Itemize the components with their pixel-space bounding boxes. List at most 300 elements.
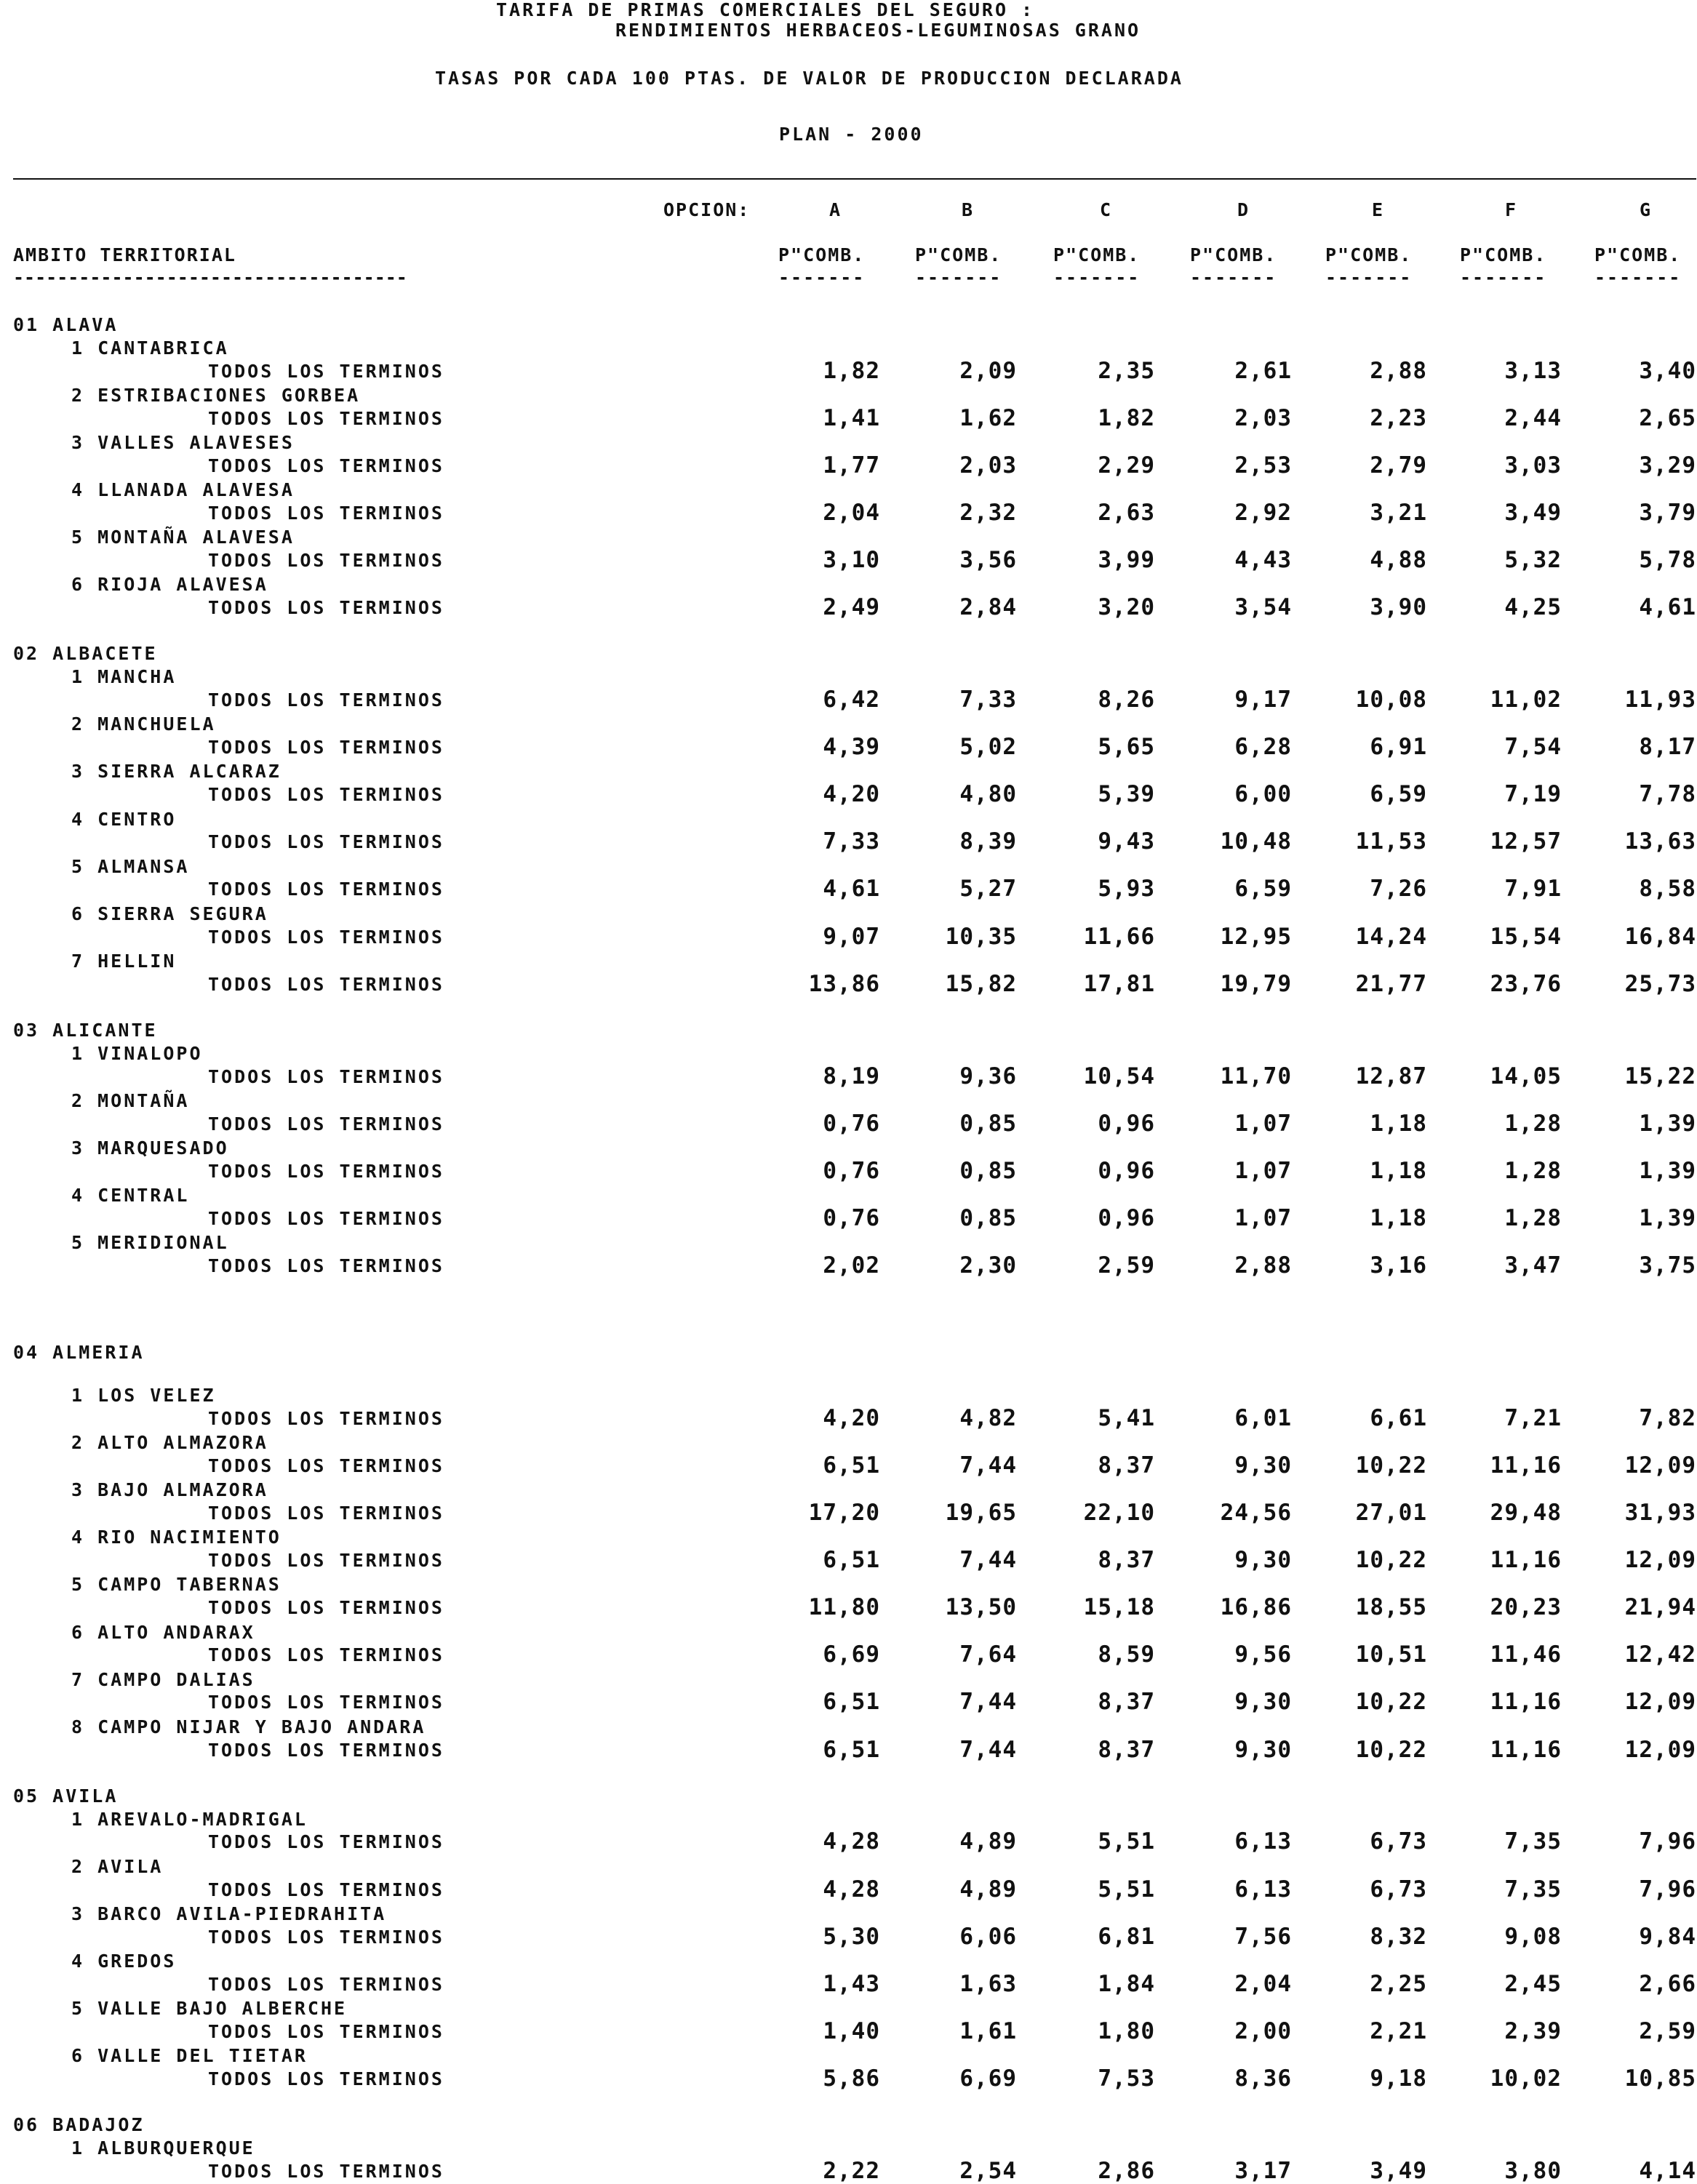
comarca-name: 6 ALTO ANDARAX [71, 1621, 255, 1643]
subheader-underline-d: ------- [1190, 267, 1277, 288]
rate-value: 0,96 [1098, 1110, 1155, 1137]
rate-value: 1,39 [1639, 1110, 1696, 1137]
rate-value: 12,95 [1220, 923, 1292, 950]
rate-value: 11,70 [1220, 1063, 1292, 1089]
rate-value: 17,81 [1083, 970, 1155, 997]
rate-value: 4,43 [1234, 547, 1292, 573]
comarca-name: 5 VALLE BAJO ALBERCHE [71, 1998, 348, 2019]
comarca-name: 4 GREDOS [71, 1950, 177, 1972]
rate-value: 12,09 [1624, 1736, 1696, 1763]
rate-value: 10,22 [1355, 1547, 1427, 1574]
rate-value: 2,84 [959, 594, 1017, 621]
term-label: TODOS LOS TERMINOS [208, 1160, 444, 1182]
rate-value: 7,54 [1504, 734, 1562, 761]
ambito-label: AMBITO TERRITORIAL [13, 244, 236, 265]
rate-value: 5,30 [823, 1923, 880, 1950]
term-label: TODOS LOS TERMINOS [208, 597, 444, 619]
rate-value: 6,01 [1234, 1404, 1292, 1431]
rate-value: 3,40 [1639, 357, 1696, 384]
option-d: D [1237, 199, 1250, 220]
rate-value: 8,26 [1098, 687, 1155, 713]
rate-value: 2,63 [1098, 499, 1155, 526]
rate-value: 6,59 [1234, 876, 1292, 903]
rate-value: 1,82 [823, 357, 880, 384]
rate-value: 2,32 [959, 499, 1017, 526]
subheader-underline-g: ------- [1594, 267, 1682, 288]
rate-value: 6,28 [1234, 734, 1292, 761]
term-label: TODOS LOS TERMINOS [208, 1973, 444, 1995]
rate-value: 2,22 [823, 2157, 880, 2184]
term-label: TODOS LOS TERMINOS [208, 1879, 444, 1900]
province-name: 05 AVILA [13, 1785, 119, 1807]
subheader-underline-b: ------- [915, 267, 1002, 288]
rate-value: 2,04 [1234, 1970, 1292, 1997]
term-label: TODOS LOS TERMINOS [208, 2160, 444, 2182]
rate-value: 10,35 [945, 923, 1017, 950]
rate-value: 4,39 [823, 734, 880, 761]
rate-value: 3,56 [959, 547, 1017, 573]
rate-value: 12,09 [1624, 1547, 1696, 1574]
rate-value: 29,48 [1490, 1500, 1562, 1526]
rate-value: 2,03 [1234, 404, 1292, 431]
rate-value: 5,93 [1098, 876, 1155, 903]
rate-value: 7,91 [1504, 876, 1562, 903]
rate-value: 24,56 [1220, 1500, 1292, 1526]
comarca-name: 1 AREVALO-MADRIGAL [71, 1808, 308, 1830]
ambito-underline: ------------------------------------ [13, 267, 407, 288]
comarca-name: 1 ALBURQUERQUE [71, 2137, 255, 2159]
comarca-name: 3 VALLES ALAVESES [71, 432, 295, 453]
term-label: TODOS LOS TERMINOS [208, 1455, 444, 1476]
term-label: TODOS LOS TERMINOS [208, 455, 444, 476]
province-name: 02 ALBACETE [13, 643, 158, 665]
rate-value: 4,88 [1370, 547, 1427, 573]
rate-value: 17,20 [808, 1500, 880, 1526]
rate-value: 3,49 [1504, 499, 1562, 526]
rate-value: 4,28 [823, 1876, 880, 1903]
comarca-name: 7 HELLIN [71, 950, 177, 972]
rate-value: 16,86 [1220, 1594, 1292, 1621]
subheader-d: P"COMB. [1190, 244, 1277, 265]
rate-value: 2,23 [1370, 404, 1427, 431]
rate-value: 2,03 [959, 452, 1017, 479]
rate-value: 1,39 [1639, 1157, 1696, 1184]
rate-value: 9,30 [1234, 1689, 1292, 1716]
comarca-name: 5 ALMANSA [71, 855, 190, 877]
rate-value: 3,17 [1234, 2157, 1292, 2184]
rate-value: 2,49 [823, 594, 880, 621]
rate-value: 11,16 [1490, 1736, 1562, 1763]
rate-value: 7,82 [1639, 1404, 1696, 1431]
term-label: TODOS LOS TERMINOS [208, 926, 444, 948]
rate-value: 1,43 [823, 1970, 880, 1997]
rate-value: 3,79 [1639, 499, 1696, 526]
rate-value: 10,85 [1624, 2065, 1696, 2092]
rate-value: 3,75 [1639, 1252, 1696, 1279]
rate-value: 1,18 [1370, 1157, 1427, 1184]
rate-value: 6,69 [959, 2065, 1017, 2092]
rate-value: 7,35 [1504, 1828, 1562, 1855]
rate-value: 3,20 [1098, 594, 1155, 621]
rate-value: 14,05 [1490, 1063, 1562, 1089]
term-label: TODOS LOS TERMINOS [208, 407, 444, 429]
rate-value: 6,42 [823, 687, 880, 713]
rate-value: 0,96 [1098, 1157, 1155, 1184]
rate-value: 9,30 [1234, 1452, 1292, 1479]
rate-value: 2,86 [1098, 2157, 1155, 2184]
comarca-name: 6 VALLE DEL TIETAR [71, 2045, 308, 2067]
rate-value: 7,56 [1234, 1923, 1292, 1950]
rate-value: 8,37 [1098, 1736, 1155, 1763]
rate-value: 3,80 [1504, 2157, 1562, 2184]
rate-value: 21,94 [1624, 1594, 1696, 1621]
rate-value: 31,93 [1624, 1500, 1696, 1526]
rate-value: 1,07 [1234, 1110, 1292, 1137]
term-label: TODOS LOS TERMINOS [208, 502, 444, 524]
subheader-b: P"COMB. [915, 244, 1002, 265]
subheader-e: P"COMB. [1325, 244, 1413, 265]
rate-value: 9,08 [1504, 1923, 1562, 1950]
rate-value: 4,80 [959, 781, 1017, 808]
term-label: TODOS LOS TERMINOS [208, 1503, 444, 1524]
rate-value: 4,20 [823, 1404, 880, 1431]
rate-value: 2,45 [1504, 1970, 1562, 1997]
rate-value: 0,76 [823, 1110, 880, 1137]
term-label: TODOS LOS TERMINOS [208, 784, 444, 806]
rate-value: 2,00 [1234, 2017, 1292, 2044]
rate-value: 2,25 [1370, 1970, 1427, 1997]
rate-value: 9,43 [1098, 828, 1155, 855]
rate-value: 3,29 [1639, 452, 1696, 479]
rate-value: 7,33 [823, 828, 880, 855]
rate-value: 1,62 [959, 404, 1017, 431]
rate-value: 5,02 [959, 734, 1017, 761]
rate-value: 8,37 [1098, 1452, 1155, 1479]
rate-value: 18,55 [1355, 1594, 1427, 1621]
rate-value: 4,28 [823, 1828, 880, 1855]
rate-value: 11,80 [808, 1594, 880, 1621]
subtitle: TASAS POR CADA 100 PTAS. DE VALOR DE PRODUCCION DECLARADA [435, 68, 1183, 89]
subheader-underline-c: ------- [1053, 267, 1141, 288]
rate-value: 7,53 [1098, 2065, 1155, 2092]
rate-value: 15,18 [1083, 1594, 1155, 1621]
rate-value: 6,13 [1234, 1828, 1292, 1855]
rate-value: 4,61 [1639, 594, 1696, 621]
rate-value: 2,65 [1639, 404, 1696, 431]
rate-value: 7,21 [1504, 1404, 1562, 1431]
rate-value: 7,35 [1504, 1876, 1562, 1903]
subheader-underline-e: ------- [1325, 267, 1413, 288]
rate-value: 1,41 [823, 404, 880, 431]
rate-value: 10,08 [1355, 687, 1427, 713]
rate-value: 7,44 [959, 1736, 1017, 1763]
rate-value: 5,51 [1098, 1876, 1155, 1903]
term-label: TODOS LOS TERMINOS [208, 879, 444, 900]
term-label: TODOS LOS TERMINOS [208, 1550, 444, 1572]
rate-value: 2,54 [959, 2157, 1017, 2184]
subheader-underline-a: ------- [778, 267, 866, 288]
rate-value: 9,56 [1234, 1641, 1292, 1668]
rate-value: 5,86 [823, 2065, 880, 2092]
rate-value: 6,81 [1098, 1923, 1155, 1950]
rate-value: 5,27 [959, 876, 1017, 903]
rate-value: 0,96 [1098, 1204, 1155, 1231]
comarca-name: 1 CANTABRICA [71, 337, 229, 359]
rate-value: 11,46 [1490, 1641, 1562, 1668]
comarca-name: 5 MERIDIONAL [71, 1232, 229, 1254]
rate-value: 5,41 [1098, 1404, 1155, 1431]
rate-value: 10,22 [1355, 1689, 1427, 1716]
rate-value: 27,01 [1355, 1500, 1427, 1526]
option-label: OPCION: [663, 199, 751, 220]
province-name: 06 BADAJOZ [13, 2114, 145, 2136]
rate-value: 1,84 [1098, 1970, 1155, 1997]
comarca-name: 3 BAJO ALMAZORA [71, 1479, 268, 1501]
option-a: A [829, 199, 842, 220]
subheader-underline-f: ------- [1460, 267, 1547, 288]
rate-value: 7,26 [1370, 876, 1427, 903]
term-label: TODOS LOS TERMINOS [208, 1739, 444, 1761]
rate-value: 6,51 [823, 1736, 880, 1763]
province-name: 03 ALICANTE [13, 1019, 158, 1041]
rate-value: 1,18 [1370, 1110, 1427, 1137]
option-c: C [1100, 199, 1113, 220]
rate-value: 10,22 [1355, 1736, 1427, 1763]
rate-value: 2,92 [1234, 499, 1292, 526]
rate-value: 5,65 [1098, 734, 1155, 761]
rate-value: 1,39 [1639, 1204, 1696, 1231]
rate-value: 13,50 [945, 1594, 1017, 1621]
term-label: TODOS LOS TERMINOS [208, 2020, 444, 2042]
rate-value: 1,28 [1504, 1204, 1562, 1231]
option-e: E [1372, 199, 1385, 220]
rate-value: 7,78 [1639, 781, 1696, 808]
term-label: TODOS LOS TERMINOS [208, 1692, 444, 1713]
rate-value: 6,51 [823, 1689, 880, 1716]
rate-value: 1,80 [1098, 2017, 1155, 2044]
rate-value: 6,51 [823, 1452, 880, 1479]
rate-value: 1,40 [823, 2017, 880, 2044]
rate-value: 16,84 [1624, 923, 1696, 950]
rate-value: 4,20 [823, 781, 880, 808]
rate-value: 6,13 [1234, 1876, 1292, 1903]
term-label: TODOS LOS TERMINOS [208, 1207, 444, 1229]
rate-value: 10,51 [1355, 1641, 1427, 1668]
term-label: TODOS LOS TERMINOS [208, 1831, 444, 1853]
term-label: TODOS LOS TERMINOS [208, 550, 444, 571]
rate-value: 4,14 [1639, 2157, 1696, 2184]
rate-value: 8,19 [823, 1063, 880, 1089]
rate-value: 3,99 [1098, 547, 1155, 573]
rate-value: 4,89 [959, 1828, 1017, 1855]
rate-value: 8,37 [1098, 1689, 1155, 1716]
term-label: TODOS LOS TERMINOS [208, 1255, 444, 1276]
rate-value: 0,85 [959, 1157, 1017, 1184]
option-f: F [1505, 199, 1518, 220]
term-label: TODOS LOS TERMINOS [208, 1644, 444, 1666]
rate-value: 6,51 [823, 1547, 880, 1574]
comarca-name: 2 MANCHUELA [71, 713, 216, 735]
term-label: TODOS LOS TERMINOS [208, 1113, 444, 1135]
comarca-name: 2 MONTAÑA [71, 1089, 190, 1111]
rate-value: 7,33 [959, 687, 1017, 713]
rate-value: 3,21 [1370, 499, 1427, 526]
rate-value: 5,32 [1504, 547, 1562, 573]
rate-value: 6,91 [1370, 734, 1427, 761]
rate-value: 25,73 [1624, 970, 1696, 997]
rate-value: 3,54 [1234, 594, 1292, 621]
rate-value: 9,36 [959, 1063, 1017, 1089]
comarca-name: 5 CAMPO TABERNAS [71, 1574, 281, 1596]
rate-value: 2,79 [1370, 452, 1427, 479]
rate-value: 0,76 [823, 1157, 880, 1184]
rate-value: 10,54 [1083, 1063, 1155, 1089]
term-label: TODOS LOS TERMINOS [208, 737, 444, 759]
rate-value: 15,54 [1490, 923, 1562, 950]
term-label: TODOS LOS TERMINOS [208, 1407, 444, 1429]
rate-value: 1,07 [1234, 1157, 1292, 1184]
term-label: TODOS LOS TERMINOS [208, 973, 444, 995]
rate-value: 11,16 [1490, 1689, 1562, 1716]
rate-value: 11,66 [1083, 923, 1155, 950]
comarca-name: 3 SIERRA ALCARAZ [71, 761, 281, 783]
rate-value: 2,88 [1370, 357, 1427, 384]
rate-value: 7,44 [959, 1452, 1017, 1479]
rate-value: 22,10 [1083, 1500, 1155, 1526]
rate-value: 2,35 [1098, 357, 1155, 384]
comarca-name: 2 AVILA [71, 1855, 164, 1877]
rate-value: 3,03 [1504, 452, 1562, 479]
rate-value: 9,07 [823, 923, 880, 950]
title-line-2: RENDIMIENTOS HERBACEOS-LEGUMINOSAS GRANO [615, 20, 1141, 41]
rate-value: 8,39 [959, 828, 1017, 855]
rate-value: 6,69 [823, 1641, 880, 1668]
rate-value: 15,22 [1624, 1063, 1696, 1089]
rate-value: 23,76 [1490, 970, 1562, 997]
subheader-a: P"COMB. [778, 244, 866, 265]
rate-value: 12,87 [1355, 1063, 1427, 1089]
rate-value: 11,16 [1490, 1547, 1562, 1574]
rate-value: 5,51 [1098, 1828, 1155, 1855]
rate-value: 8,32 [1370, 1923, 1427, 1950]
rate-value: 1,82 [1098, 404, 1155, 431]
rate-value: 2,59 [1098, 1252, 1155, 1279]
rate-value: 12,09 [1624, 1689, 1696, 1716]
rate-value: 9,18 [1370, 2065, 1427, 2092]
rate-value: 2,21 [1370, 2017, 1427, 2044]
rate-value: 14,24 [1355, 923, 1427, 950]
rate-value: 7,96 [1639, 1876, 1696, 1903]
rate-value: 6,61 [1370, 1404, 1427, 1431]
rate-value: 2,66 [1639, 1970, 1696, 1997]
province-name: 04 ALMERIA [13, 1342, 145, 1364]
subheader-c: P"COMB. [1053, 244, 1141, 265]
rate-value: 11,93 [1624, 687, 1696, 713]
rate-value: 1,07 [1234, 1204, 1292, 1231]
rate-value: 7,44 [959, 1547, 1017, 1574]
rate-value: 6,59 [1370, 781, 1427, 808]
rate-value: 8,36 [1234, 2065, 1292, 2092]
rate-value: 2,44 [1504, 404, 1562, 431]
rate-value: 1,28 [1504, 1110, 1562, 1137]
rate-value: 8,58 [1639, 876, 1696, 903]
comarca-name: 1 LOS VELEZ [71, 1385, 216, 1406]
term-label: TODOS LOS TERMINOS [208, 2068, 444, 2089]
comarca-name: 3 MARQUESADO [71, 1137, 229, 1159]
option-g: G [1640, 199, 1653, 220]
term-label: TODOS LOS TERMINOS [208, 831, 444, 853]
province-name: 01 ALAVA [13, 314, 119, 335]
rate-value: 0,85 [959, 1110, 1017, 1137]
rate-value: 1,18 [1370, 1204, 1427, 1231]
rate-value: 4,61 [823, 876, 880, 903]
rate-value: 12,09 [1624, 1452, 1696, 1479]
plan-label: PLAN - 2000 [779, 124, 924, 145]
rate-value: 6,73 [1370, 1876, 1427, 1903]
comarca-name: 1 VINALOPO [71, 1042, 203, 1064]
rate-value: 9,84 [1639, 1923, 1696, 1950]
comarca-name: 4 CENTRO [71, 808, 177, 830]
comarca-name: 2 ALTO ALMAZORA [71, 1432, 268, 1454]
rate-value: 6,73 [1370, 1828, 1427, 1855]
rate-value: 9,17 [1234, 687, 1292, 713]
rate-value: 8,37 [1098, 1547, 1155, 1574]
rate-value: 2,30 [959, 1252, 1017, 1279]
rate-value: 7,64 [959, 1641, 1017, 1668]
rate-value: 10,48 [1220, 828, 1292, 855]
rate-value: 2,29 [1098, 452, 1155, 479]
comarca-name: 4 RIO NACIMIENTO [71, 1527, 281, 1548]
rate-value: 12,42 [1624, 1641, 1696, 1668]
option-b: B [962, 199, 975, 220]
rate-value: 3,47 [1504, 1252, 1562, 1279]
rate-value: 8,17 [1639, 734, 1696, 761]
comarca-name: 7 CAMPO DALIAS [71, 1668, 255, 1690]
term-label: TODOS LOS TERMINOS [208, 1926, 444, 1948]
rate-value: 12,57 [1490, 828, 1562, 855]
rate-value: 0,85 [959, 1204, 1017, 1231]
rate-value: 20,23 [1490, 1594, 1562, 1621]
rate-value: 1,63 [959, 1970, 1017, 1997]
rate-value: 2,61 [1234, 357, 1292, 384]
rate-value: 2,59 [1639, 2017, 1696, 2044]
rate-value: 2,39 [1504, 2017, 1562, 2044]
rate-value: 6,00 [1234, 781, 1292, 808]
rate-value: 6,06 [959, 1923, 1017, 1950]
rate-value: 13,86 [808, 970, 880, 997]
rate-value: 3,16 [1370, 1252, 1427, 1279]
rate-value: 19,79 [1220, 970, 1292, 997]
rate-value: 2,88 [1234, 1252, 1292, 1279]
rate-value: 9,30 [1234, 1736, 1292, 1763]
comarca-name: 8 CAMPO NIJAR Y BAJO ANDARA [71, 1716, 426, 1737]
comarca-name: 6 SIERRA SEGURA [71, 903, 268, 924]
comarca-name: 3 BARCO AVILA-PIEDRAHITA [71, 1903, 387, 1924]
rate-value: 4,82 [959, 1404, 1017, 1431]
rate-value: 1,28 [1504, 1157, 1562, 1184]
comarca-name: 4 LLANADA ALAVESA [71, 479, 295, 501]
comarca-name: 4 CENTRAL [71, 1185, 190, 1206]
rate-value: 3,10 [823, 547, 880, 573]
term-label: TODOS LOS TERMINOS [208, 1597, 444, 1619]
rate-value: 5,39 [1098, 781, 1155, 808]
rate-value: 2,02 [823, 1252, 880, 1279]
term-label: TODOS LOS TERMINOS [208, 360, 444, 382]
rate-value: 9,30 [1234, 1547, 1292, 1574]
rate-value: 8,59 [1098, 1641, 1155, 1668]
rate-value: 3,13 [1504, 357, 1562, 384]
rate-value: 13,63 [1624, 828, 1696, 855]
